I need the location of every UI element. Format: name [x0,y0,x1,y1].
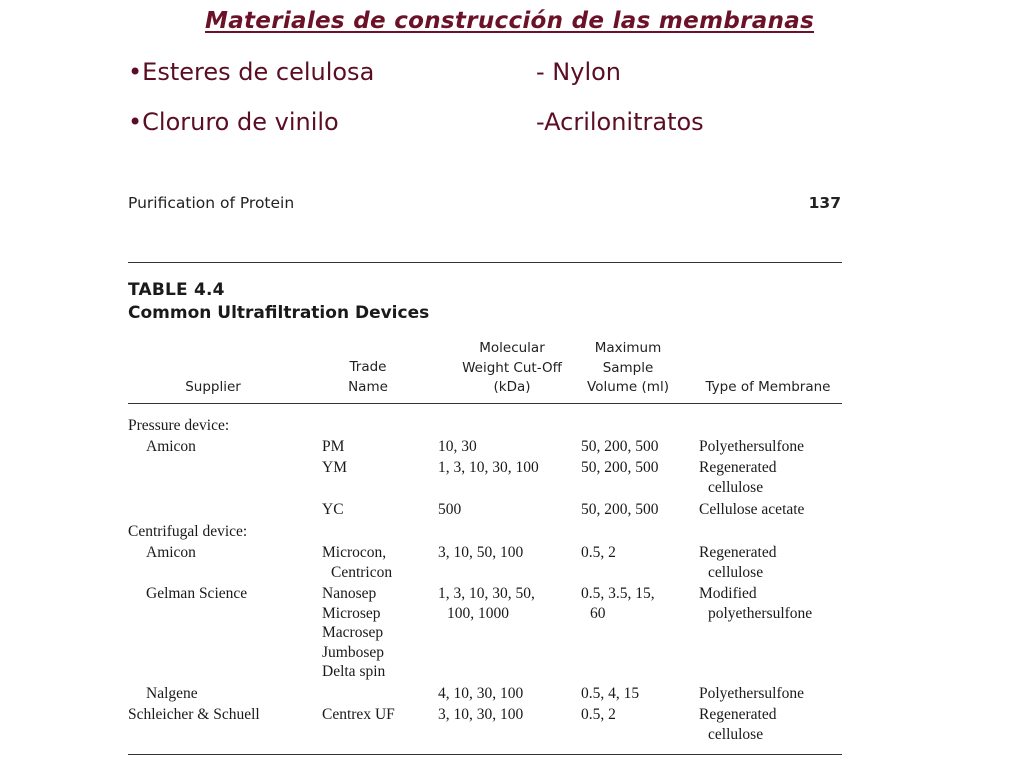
table-row-0-supplier: Amicon [146,438,196,455]
table-row-0-mw: 10, 30 [438,438,477,455]
table-row-2-mw: 500 [438,501,462,518]
section-centrifugal-device: Centrifugal device: [128,523,248,540]
table-row-3-trade: Microcon, Centricon [322,544,393,581]
table-row-1-volume: 50, 200, 500 [581,459,659,476]
table-row-0-trade: PM [322,438,345,455]
table-row-1-membrane: Regenerated cellulose [699,459,777,496]
table-row-6-trade: Centrex UF [322,706,395,723]
bullet-row-1 [128,58,828,92]
bullet-row-2 [128,108,828,142]
table-row-6-supplier: Schleicher & Schuell [128,706,260,723]
table-row-3-membrane: Regenerated cellulose [699,544,777,581]
bullet-esteres-de-celulosa: •Esteres de celulosa [128,58,375,86]
table-row-5-volume: 0.5, 4, 15 [581,685,640,702]
table-row-0-volume: 50, 200, 500 [581,438,659,455]
table-row-4-membrane: Modified polyethersulfone [699,585,813,622]
table-caption: Common Ultrafiltration Devices [128,303,430,323]
header-trade-name: Trade Name [348,359,388,395]
table-top-rule [128,262,842,263]
table-label: TABLE 4.4 [128,280,225,300]
table-bottom-rule [128,754,842,755]
header-max-sample-volume: Maximum Sample Volume (ml) [587,340,669,395]
table-row-5-supplier: Nalgene [146,685,198,702]
table-row-6-mw: 3, 10, 30, 100 [438,706,524,723]
bullet-nylon: - Nylon [536,58,622,86]
section-pressure-device: Pressure device: [128,417,230,434]
table-row-5-membrane: Polyethersulfone [699,685,805,702]
table-row-3-supplier: Amicon [146,544,196,561]
table-row-1-trade: YM [322,459,347,476]
table-row-2-volume: 50, 200, 500 [581,501,659,518]
header-molecular-weight-cutoff: Molecular Weight Cut-Off (kDa) [462,340,562,395]
slide-title: Materiales de construcción de las membranas [205,8,815,34]
table-row-4-supplier: Gelman Science [146,585,248,602]
table-row-4-mw: 1, 3, 10, 30, 50, 100, 1000 [438,585,535,622]
table-row-0-membrane: Polyethersulfone [699,438,805,455]
running-head: Purification of Protein [128,194,295,212]
table-row-4-trade: Nanosep Microsep Macrosep Jumbosep Delta spin [322,585,386,680]
table-row-6-membrane: Regenerated cellulose [699,706,777,743]
table-header-rule [128,403,842,404]
table-row-3-mw: 3, 10, 50, 100 [438,544,524,561]
page-number: 137 [808,194,841,212]
header-supplier: Supplier [185,379,241,395]
table-row-2-membrane: Cellulose acetate [699,501,805,518]
table-row-3-volume: 0.5, 2 [581,544,616,561]
table-row-5-mw: 4, 10, 30, 100 [438,685,524,702]
table-row-6-volume: 0.5, 2 [581,706,616,723]
table-row-4-volume: 0.5, 3.5, 15, 60 [581,585,655,622]
table-row-1-mw: 1, 3, 10, 30, 100 [438,459,539,476]
bullet-acrilonitratos: -Acrilonitratos [536,108,704,136]
book-page-scan [128,190,842,760]
bullet-cloruro-de-vinilo: •Cloruro de vinilo [128,108,339,136]
table-row-2-trade: YC [322,501,344,518]
header-membrane-type: Type of Membrane [705,379,831,395]
